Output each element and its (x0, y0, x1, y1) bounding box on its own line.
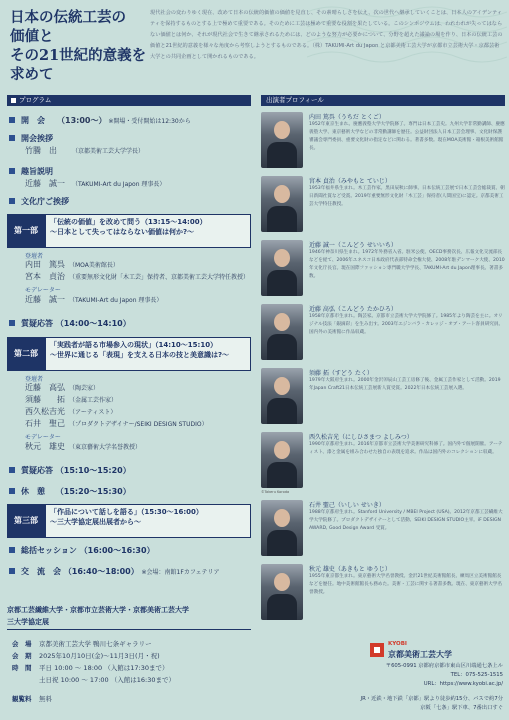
profile-card: 宮本 貞治（みやもと ていじ） 1953年福井県生まれ。木工芸作家。黒田辰秋に師事。日本伝統工芸展で日本工芸会総裁賞、朝日新聞社賞など受賞。2019年重要無形文化財「木工芸」保持者(人間国宝)に認定。京都美術工芸大学特任教授。 (261, 176, 505, 234)
university-block: 京都工芸繊維大学・京都市立芸術大学・京都美術工芸大学 三大学協定展 (7, 604, 251, 630)
portrait-photo (261, 368, 303, 424)
part2-speaker: 石井 聖己 （プロダクトデザイナー/SEIKI DESIGN STUDIO） (25, 419, 208, 428)
portrait-photo (261, 176, 303, 232)
address-line: 〒605-0991 京都府京都市東山区川端通七条上ル (385, 663, 503, 669)
qa2-row: 質疑応答 （15:10〜15:20） (9, 465, 131, 476)
qa1-row: 質疑応答 （14:00〜14:10） (9, 318, 131, 329)
part2-moderator: 秋元 雄史 （東京藝術大学名誉教授） (25, 442, 142, 451)
part1-moderator-role: モデレーター (25, 287, 61, 294)
part1-speakers-role: 登壇者 (25, 253, 44, 260)
url-link[interactable]: URL：https://www.kyobi.ac.jp/ (423, 681, 503, 687)
greeting-row: 開会挨拶 (9, 133, 53, 144)
logo-mark-icon (370, 643, 384, 657)
info-hours-weekend: 土日祝 10:00 〜 17:00 （入館は16:30まで） (39, 676, 175, 684)
part3-section: 第三部 「作品について話しを語る」（15:30〜16:00） 〜三大学協定展出展者から〜 (7, 504, 251, 538)
profile-card: 内田 篤呉（うちだ とくご） 1952年東京生まれ。慶應義塾大学大学院修了。専門は日本工芸史。九州大学非常勤講師、慶應義塾大学、東京藝術大学などの非常勤講師を歴任。公益財団法人日本工芸会理事、文化財保護審議会専門委員、重要文化財の指定などに関わる。著書多数。現在MOA美術館・箱根美術館館長。 (261, 112, 505, 170)
profile-card: 秋元 雄史（あきもと ゆうじ） 1955年東京都生まれ。東京藝術大学名誉教授。金沢21世紀美術館館長、練馬区立美術館館長などを歴任。地中美術館館長も務めた。美術・工芸に関する著書多数。現在、東京藝術大学名誉教授。 (261, 564, 505, 622)
profile-header: 出演者プロフィール (261, 95, 505, 106)
portrait-photo (261, 500, 303, 556)
phone-line: TEL：075-525-1515 (450, 672, 503, 678)
reception-row: 交 流 会 （16:40〜18:00） ※会場：南館1Fカフェテリア (9, 566, 220, 577)
profile-card: 須藤 拓（すどう たく） 1979年大阪府生まれ。2000年金沢卯辰山工芸工房修了後、金属工芸作家として活動。2019年Japan Craft21日本伝統工芸展新人賞受賞。2022年日本伝統工芸展入選。 (261, 368, 505, 426)
portrait-photo (261, 304, 303, 360)
part2-section: 第二部 「実践者が語る市場参入の現状」（14:10〜15:10） 〜世界に通じる「表現」を支える日本の技と美意識は?〜 (7, 337, 251, 371)
part1-section: 第一部 「伝統の価値」を改めて問う（13:15〜14:00） 〜日本として失ってはならない価値は何か?〜 (7, 214, 251, 248)
part1-subtitle: 〜日本として失ってはならない価値は何か?〜 (50, 228, 195, 236)
photo-credit: ©Takeru Koroda (261, 490, 290, 494)
part2-title: 「実践者が語る市場参入の現状」（14:10〜15:10） (50, 341, 218, 349)
info-hours: 時 間 平日 10:00 〜 18:00 （入館は17:30まで） (12, 664, 169, 672)
part2-speaker: 近藤 高弘 （陶芸家） (25, 383, 100, 392)
profile-card: 近藤 誠一（こんどう せいいち） 1946年神奈川県生まれ。1972年外務省入省。駐米公使、OECD事務次長、広報文化交流部長などを経て、2006年ユネスコ日本政府代表部特命全権大使、2008年駐デンマーク大使、2010年文化庁長官。現在国際ファッション専門職大学学長、TAKUMI-Art du Japon理事長。著書多数。 (261, 240, 505, 298)
info-fee: 観覧料 無料 (12, 695, 52, 703)
info-period: 会 期 2025年10月10日(金)〜11月3日(月・祝) (12, 652, 160, 660)
part2-speakers-role: 登壇者 (25, 376, 44, 383)
profile-card: 近藤 高弘（こんどう たかひろ） 1958年京都市生まれ。陶芸家。京都市立芸術大学大学院修了。1985年より陶芸を主に。オリジナル技法「銀滴彩」を生み出す。2003年エジンバラ・カレッジ・オブ・アート客員研究員。国内外の美術館に作品収蔵。 (261, 304, 505, 362)
profile-card: 石井 聖己（いしい せいき） 1988年京都府生まれ。Stanford University / MBEI Project (USA)。2012年京都工芸繊維大学大学院修了。プロダクトデザイナーとして活動、SEIKI DESIGN STUDIO主宰。iF DESIGN AWARD, Good Design Award 受賞。 (261, 500, 505, 558)
info-venue: 会 場 京都美術工芸大学 鴨川七条ギャラリー (12, 640, 152, 648)
portrait-photo (261, 432, 303, 488)
access-line: 京阪「七条」駅下車、7番出口すぐ (420, 705, 503, 711)
portrait-photo (261, 112, 303, 168)
part1-speaker: 内田 篤呉 （MOA美術館長） (25, 260, 119, 269)
part3-title: 「作品について話しを語る」（15:30〜16:00） (50, 508, 203, 516)
page-title: 日本の伝統工芸の 価値と その21世紀的意義を 求めて (10, 9, 147, 83)
part3-subtitle: 〜三大学協定展出展者から〜 (50, 518, 141, 526)
part2-speaker: 西久松吉光 （アーティスト） (25, 407, 117, 416)
access-line: JR・近鉄・地下鉄「京都」駅より徒歩約15分、バスで約7分 (360, 696, 503, 702)
program-header: プログラム (7, 95, 251, 106)
purpose-speaker: 近藤 誠一 （TAKUMI-Art du Japon 理事長） (25, 179, 166, 188)
keynote-row: 文化庁ご挨拶 (9, 196, 69, 207)
portrait-photo (261, 564, 303, 620)
part1-moderator: 近藤 誠一 （TAKUMI-Art du Japon 理事長） (25, 295, 163, 304)
greeting-speaker: 竹騰 出 （京都美術工芸大学学長） (25, 146, 145, 155)
break-row: 休 憩 （15:20〜15:30） (9, 486, 131, 497)
part2-speaker: 須藤 拓 （金属工芸作家） (25, 395, 118, 404)
part2-moderator-role: モデレーター (25, 434, 61, 441)
part2-subtitle: 〜世界に通じる「表現」を支える日本の技と美意識は?〜 (50, 351, 230, 359)
part1-title: 「伝統の価値」を改めて問う（13:15〜14:00） (50, 218, 207, 226)
overall-row: 総括セッション （16:00〜16:30） (9, 545, 155, 556)
intro-text: 現代社会の変わりゆく現在、改めて日本の伝統的価値の価値を見直し、その素晴らしさを伝え、次の世代へ継承していくことは、日本人のアイデンティティを保持するものとする上で極めて重要である。そのために工芸は極めて重要な役割を果たしている。このシンポジウムは、われわれが失ってはならない価値とは何か、それが現代社会で生きて継承されるためには、どのような努力が必要かについて、分野を超えた議論の場を作り、日本の伝統工芸の価値と21世紀的意義を様々な角度から考察しようとするものである。（株）TAKUMI-Art du Japon と京都美術工芸大学が京都市立芸術大学・京都芸術大学との共同企画として開かれるものである。 (150, 10, 503, 60)
profile-card: ©Takeru Koroda 西久松吉光（にしひさまつ よしみつ） 1990年京都府生まれ。2016年京都市立芸術大学美術研究科修了。国内外で個展開催。アーティスト、漆と金属を組み合わせた独自の表現を追求。作品は国内外のコレクションに収蔵。 (261, 434, 503, 494)
purpose-row: 趣旨説明 (9, 166, 53, 177)
portrait-photo (261, 240, 303, 296)
opening-row: 開 会 （13:00〜） ※開場・受付開始は12:30から (9, 115, 191, 126)
part1-speaker: 宮本 貞治 （重要無形文化財「木工芸」保持者、京都美術工芸大学特任教授） (25, 272, 250, 281)
